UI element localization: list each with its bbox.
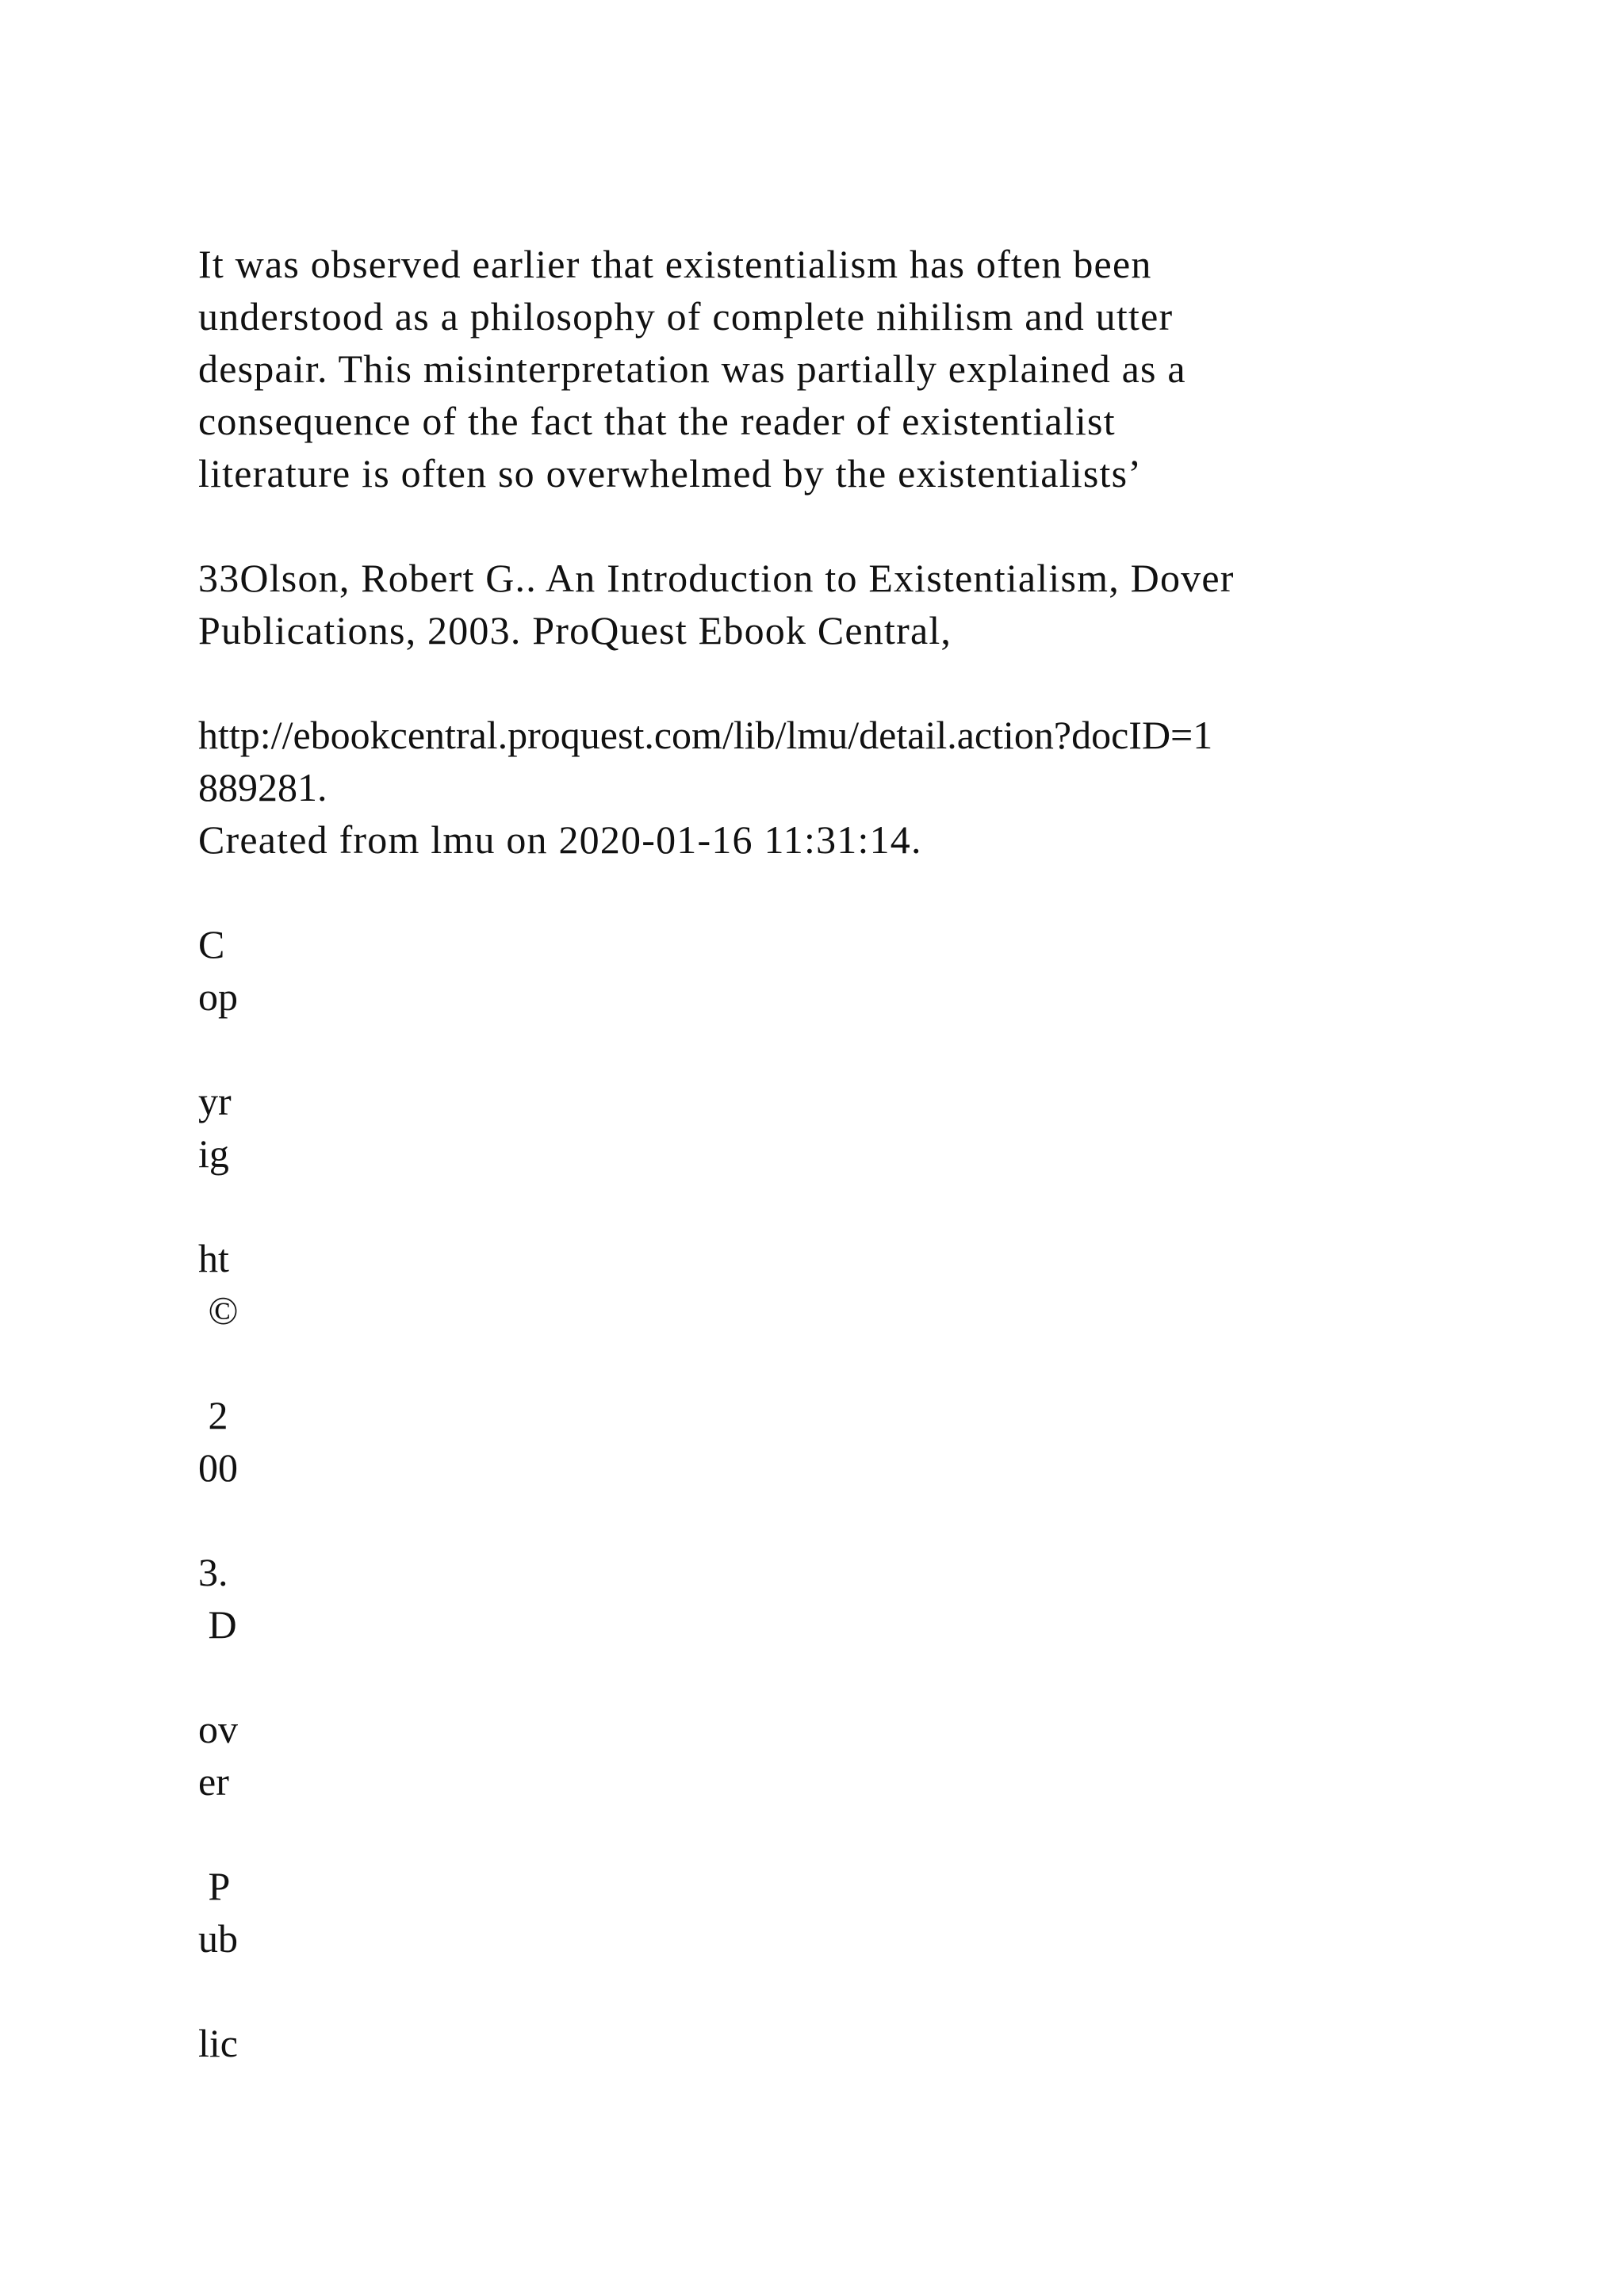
spacer <box>198 1180 1594 1232</box>
fragment-line: ub <box>198 1916 238 1961</box>
paragraph-line: literature is often so overwhelmed by the existentialists’ <box>198 451 1143 496</box>
fragment-line: yr <box>198 1079 232 1123</box>
citation-block <box>198 552 1594 656</box>
spacer <box>198 1965 1594 2017</box>
spacer <box>198 656 1594 709</box>
url-line: http://ebookcentral.proquest.com/lib/lmu/detail.action?docID=1 <box>198 713 1213 757</box>
fragment-line: lic <box>198 2021 238 2065</box>
fragment-line: ht <box>198 1236 229 1280</box>
citation-line: 33Olson, Robert G.. An Introduction to Existentialism, Dover <box>198 556 1235 600</box>
fragment-line: C <box>198 922 225 966</box>
spacer <box>198 866 1594 918</box>
paragraph-line: consequence of the fact that the reader of existentialist <box>198 399 1116 443</box>
spacer <box>198 1023 1594 1075</box>
document-page <box>198 238 1594 2069</box>
fragment-line: op <box>198 974 238 1019</box>
spacer <box>198 1651 1594 1703</box>
paragraph-line: It was observed earlier that existentialism has often been <box>198 242 1152 286</box>
source-url <box>198 709 1594 813</box>
fragment-line: © <box>198 1288 239 1333</box>
created-line: Created from lmu on 2020-01-16 11:31:14. <box>198 817 922 862</box>
fragment-line: 00 <box>198 1445 238 1490</box>
fragment-line: D <box>198 1602 237 1647</box>
fragment-line: er <box>198 1759 229 1804</box>
fragment-line: 3. <box>198 1550 228 1594</box>
paragraph-line: despair. This misinterpretation was partially explained as a <box>198 346 1186 391</box>
fragment-line: 2 <box>198 1393 228 1437</box>
fragment-line: ov <box>198 1707 238 1751</box>
fragment-line: P <box>198 1864 231 1908</box>
spacer <box>198 499 1594 552</box>
url-line: 889281. <box>198 765 327 809</box>
fragment-line: ig <box>198 1131 229 1176</box>
paragraph-line: understood as a philosophy of complete nihilism and utter <box>198 294 1174 339</box>
copyright-fragments <box>198 918 1594 2069</box>
spacer <box>198 1494 1594 1546</box>
body-paragraph <box>198 238 1594 499</box>
spacer <box>198 1808 1594 1860</box>
citation-line: Publications, 2003. ProQuest Ebook Central, <box>198 608 952 652</box>
spacer <box>198 1337 1594 1389</box>
